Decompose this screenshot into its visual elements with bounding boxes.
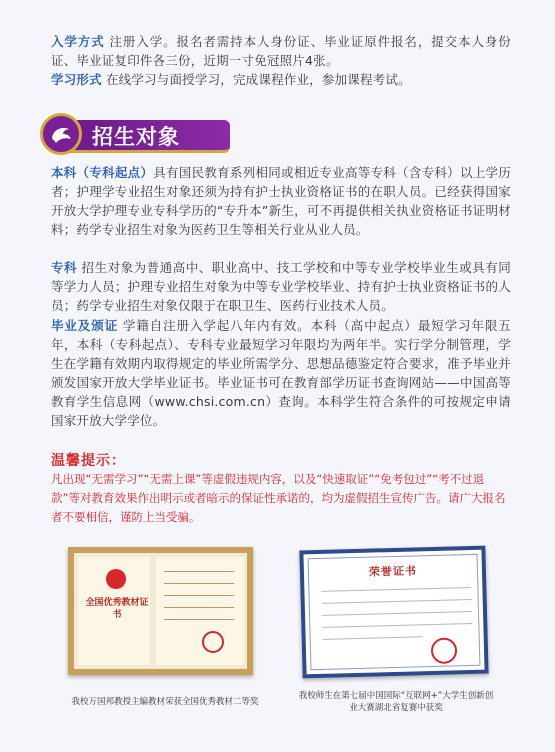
certificate-honor	[299, 546, 488, 679]
undergrad-label: 本科（专科起点）	[51, 165, 154, 180]
bird-logo-icon	[40, 113, 82, 155]
certificate-caption-2: 我校师生在第七届中国国际“互联网+”大学生创新创业大赛湖北省复赛中获奖	[298, 691, 494, 713]
enroll-method-label: 入学方式	[51, 34, 105, 49]
certificate-title: 荣誉证书	[368, 564, 418, 579]
college-block	[51, 258, 511, 315]
undergrad-block	[51, 163, 511, 239]
study-form-label: 学习形式	[51, 72, 102, 87]
graduation-block	[51, 316, 511, 430]
certificate-title: 全国优秀教材证书	[85, 598, 149, 620]
section-title: 招生对象	[92, 125, 180, 149]
intro-block	[51, 32, 511, 89]
section-header	[40, 110, 230, 156]
seal-icon	[431, 637, 458, 664]
enroll-method-text: 注册入学。报名者需持本人身份证、毕业证原件报名，提交本人身份证、毕业证复印件各三份，近期一寸免冠照片4张。	[51, 34, 511, 68]
graduation-label: 毕业及颁证	[51, 318, 119, 333]
certificate-caption-1: 我校万国邦教授主编教材荣获全国优秀教材二等奖	[71, 697, 259, 707]
tips-text: 凡出现“无需学习”“无需上课”等虚假违规内容，以及“快速取证”“免考包过”“考不过退款”等对教育效果作出明示或者暗示的保证性承诺的，均为虚假招生宣传广告。请广大报名者不要相信，谨防上当受骗。	[51, 472, 506, 524]
graduation-text: 学籍自注册入学起八年内有效。本科（高中起点）最短学习年限五年，本科（专科起点）、专科专业最短学习年限均为两年半。实行学分制管理，学生在学籍有效期内取得规定的毕业所需学分、思想品德鉴定符合要求，准予毕业并颁发国家开放大学毕业证书。毕业证书可在教育部学历证书查询网站——中国高等教育学生信息网（www.chsi.com.cn）查询。本科学生符合条件的可按规定申请国家开放大学学位。	[51, 318, 511, 428]
study-form-text: 在线学习与面授学习，完成课程作业，参加课程考试。	[101, 72, 411, 87]
seal-icon	[202, 631, 224, 653]
national-emblem-icon	[106, 569, 126, 589]
college-label: 专科	[51, 260, 78, 275]
undergrad-text: 具有国民教育系列相同或相近专业高等专科（含专科）以上学历者；护理学专业招生对象还须为持有护士执业资格证书的在职人员。已经获得国家开放大学护理专业专科学历的“专升本”新生，可不再提供相关执业资格证书证明材料；药学专业招生对象为医药卫生等相关行业从业人员。	[51, 165, 511, 237]
certificate-national-textbook	[68, 547, 253, 675]
college-text: 招生对象为普通高中、职业高中、技工学校和中等专业学校毕业生或具有同等学力人员；护理专业招生对象为中等专业学校毕业、持有护士执业资格证书的人员；药学专业招生对象仅限于在职卫生、医药行业技术人员。	[51, 260, 511, 313]
tips-title: 温馨提示：	[51, 453, 126, 469]
